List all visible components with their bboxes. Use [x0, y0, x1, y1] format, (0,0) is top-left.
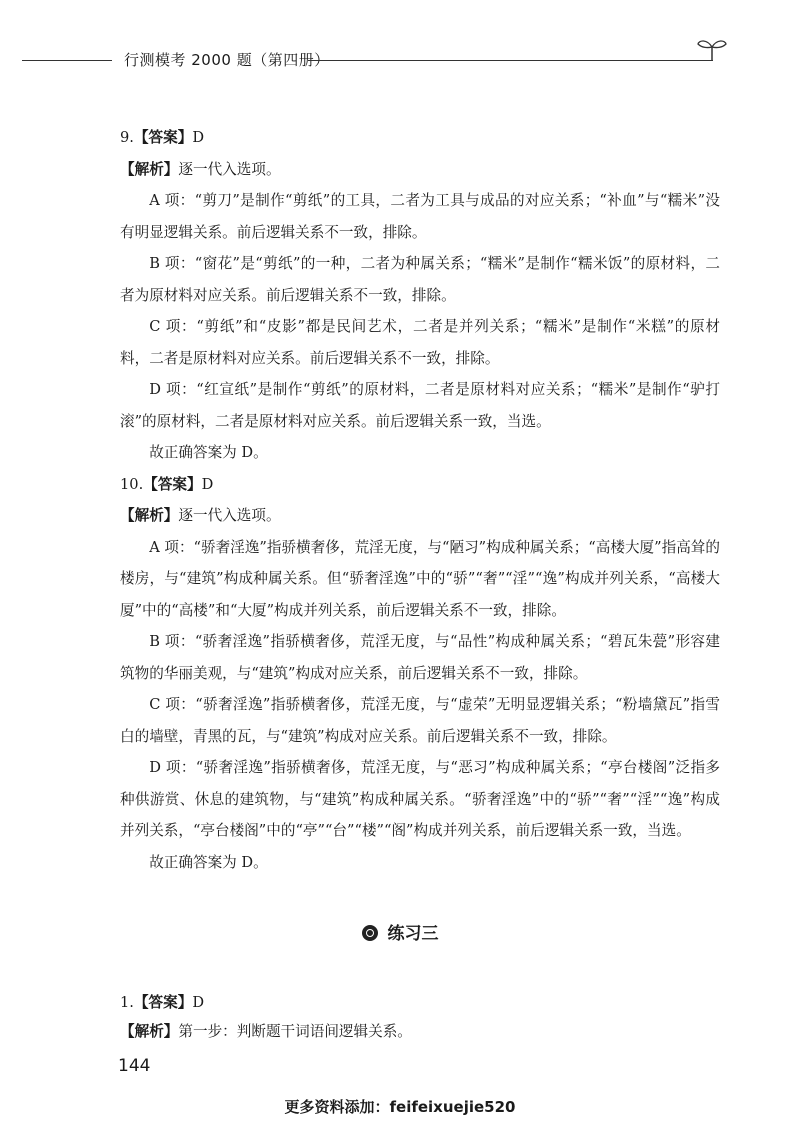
q9-answer-label: 【答案】: [133, 129, 193, 146]
page-number: 144: [118, 1056, 151, 1076]
q1-analysis: [120, 1017, 720, 1046]
footer-note: 更多资料添加：feifeixuejie520: [284, 1098, 516, 1116]
q1-analysis-intro: 第一步：判断题干词语间逻辑关系。: [178, 1023, 412, 1040]
q10-number: 10.: [120, 475, 144, 493]
q9-option-d: D 项：“红宣纸”是制作“剪纸”的原材料，二者是原材料对应关系；“糯米”是制作“驴打滚”的原材料，二者是原材料对应关系。前后逻辑关系一致，当选。: [120, 381, 720, 430]
q9-option-a: A 项：“剪刀”是制作“剪纸”的工具，二者为工具与成品的对应关系；“补血”与“糯米”没有明显逻辑关系。前后逻辑关系不一致，排除。: [120, 192, 720, 241]
q9-analysis-label: 【解析】: [120, 160, 179, 178]
section-bullet-icon: [362, 925, 378, 941]
q9-conclusion: 故正确答案为 D。: [149, 444, 268, 461]
q9-answer: [120, 122, 720, 154]
header-rule-left: [22, 60, 112, 61]
q9-option-c: C 项：“剪纸”和“皮影”都是民间艺术，二者是并列关系；“糯米”是制作“米糕”的原材料，二者是原材料对应关系。前后逻辑关系不一致，排除。: [120, 318, 720, 367]
q10-analysis-label: 【解析】: [120, 507, 179, 524]
q10-analysis-intro: 逐一代入选项。: [178, 507, 281, 524]
q10-option-b: B 项：“骄奢淫逸”指骄横奢侈，荒淫无度，与“品性”构成种属关系；“碧瓦朱甍”形容建筑物的华丽美观，与“建筑”构成对应关系，前后逻辑关系不一致，排除。: [120, 633, 720, 682]
sprout-icon: [696, 36, 728, 62]
q10-answer-value: D: [201, 475, 214, 493]
q9-analysis: [120, 154, 720, 186]
q1-number: 1.: [120, 994, 134, 1011]
running-header: [22, 44, 722, 74]
header-title: 行测模考 2000 题（第四册）: [124, 51, 330, 69]
q10-option-d: D 项：“骄奢淫逸”指骄横奢侈，荒淫无度，与“恶习”构成种属关系；“亭台楼阁”泛指多种供游赏、休息的建筑物，与“建筑”构成种属关系。“骄奢淫逸”中的“骄”“奢”“淫”“逸”构成并列关系，“亭台楼阁”中的“亭”“台”“楼”“阁”构成并列关系，前后逻辑关系一致，当选。: [120, 759, 720, 839]
q1-answer-label: 【答案】: [133, 994, 193, 1011]
section-heading: [0, 919, 800, 944]
q9-option-b: B 项：“窗花”是“剪纸”的一种，二者为种属关系；“糯米”是制作“糯米饭”的原材料，二者为原材料对应关系。前后逻辑关系不一致，排除。: [120, 255, 720, 304]
q9-analysis-intro: 逐一代入选项。: [178, 160, 281, 178]
q10-answer-label: 【答案】: [143, 475, 202, 493]
q1-answer: [120, 988, 720, 1017]
q10-conclusion: 故正确答案为 D。: [149, 853, 268, 871]
q1-answer-value: D: [192, 994, 205, 1011]
q10-option-c: C 项：“骄奢淫逸”指骄横奢侈，荒淫无度，与“虚荣”无明显逻辑关系；“粉墙黛瓦”指雪白的墙壁，青黑的瓦，与“建筑”构成对应关系。前后逻辑关系不一致，排除。: [120, 696, 720, 745]
answer-content: [120, 122, 720, 878]
header-rule-right: [308, 60, 713, 61]
practice-three-content: [120, 988, 720, 1046]
q10-analysis: [120, 500, 720, 532]
q10-option-a: A 项：“骄奢淫逸”指骄横奢侈，荒淫无度，与“陋习”构成种属关系；“高楼大厦”指高耸的楼房，与“建筑”构成种属关系。但“骄奢淫逸”中的“骄”“奢”“淫”“逸”构成并列关系，“高楼大厦”中的“高楼”和“大厦”构成并列关系，前后逻辑关系不一致，排除。: [120, 538, 720, 619]
section-title: 练习三: [387, 924, 439, 944]
q1-analysis-label: 【解析】: [120, 1023, 179, 1040]
q9-number: 9.: [120, 129, 134, 146]
q9-answer-value: D: [192, 129, 205, 146]
q10-answer: [120, 469, 720, 501]
